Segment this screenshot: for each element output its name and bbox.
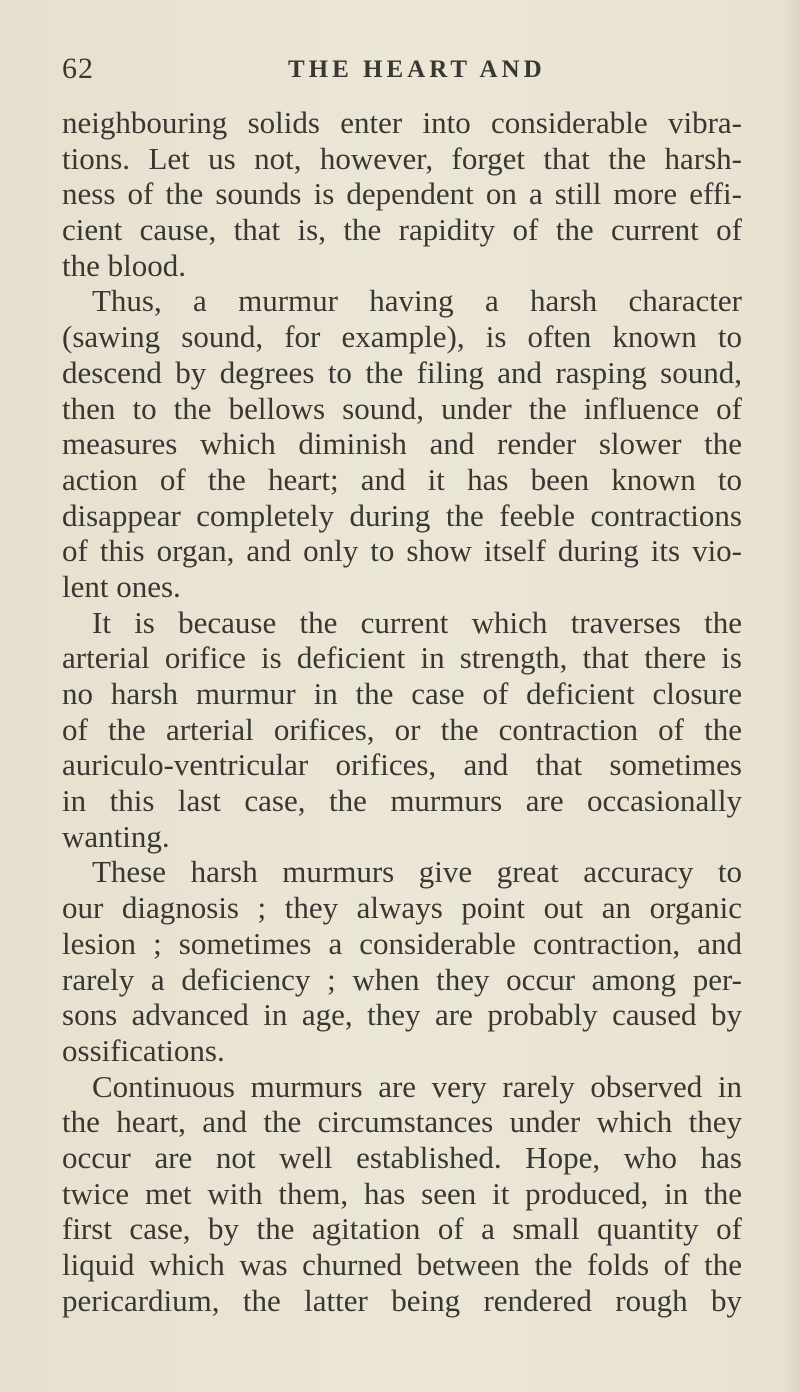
text-line: It is because the current which traverses the [92,604,742,640]
text-line: our diagnosis ; they always point out an organic [62,890,742,926]
text-line: liquid which was churned between the folds of the [62,1247,742,1282]
text-line: descend by degrees to the filing and rasping sound, [62,354,742,390]
text-line: in this last case, the murmurs are occasionally [62,783,742,819]
text-line: ness of the sounds is dependent on a still more effi- [62,176,742,212]
page-number: 62 [62,52,94,85]
text-line: Continuous murmurs are very rarely observed in [92,1068,742,1104]
text-line: no harsh murmur in the case of deficient closure [62,676,742,711]
page-edge-shadow [782,0,800,1392]
text-line: first case, by the agitation of a small quantity of [62,1211,742,1247]
text-line: sons advanced in age, they are probably caused by [62,997,742,1033]
text-line: These harsh murmurs give great accuracy to [92,854,742,890]
text-line: rarely a deficiency ; when they occur among per- [62,961,742,997]
running-head [62,52,738,92]
body-text [62,105,742,1318]
text-line: arterial orifice is deficient in strength, that there is [62,640,742,676]
text-line: of this organ, and only to show itself during its vio- [62,533,742,569]
running-title: THE HEART AND [288,56,546,83]
text-line: (sawing sound, for example), is often known to [62,319,742,355]
text-line: tions. Let us not, however, forget that the harsh- [62,140,742,176]
text-line: then to the bellows sound, under the influence of [62,390,742,426]
text-line: disappear completely during the feeble contractions [62,497,742,533]
text-line: lent ones. [62,568,181,604]
text-line: occur are not well established. Hope, who has [62,1139,742,1175]
text-line: auriculo-ventricular orifices, and that sometimes [62,747,742,783]
text-line: action of the heart; and it has been known to [62,461,742,497]
text-line: pericardium, the latter being rendered rough by [62,1282,742,1318]
text-line: measures which diminish and render slower the [62,426,742,462]
text-line: cient cause, that is, the rapidity of the current of [62,212,742,248]
text-line: twice met with them, has seen it produced, in the [62,1175,742,1211]
text-line: of the arterial orifices, or the contraction of the [62,711,742,747]
text-line: neighbouring solids enter into considerable vibra- [62,105,742,140]
text-line: lesion ; sometimes a considerable contraction, and [62,925,742,961]
text-line: the heart, and the circumstances under which they [62,1104,742,1140]
text-line: the blood. [62,247,186,283]
text-line: wanting. [62,818,170,854]
text-line: ossifications. [62,1032,225,1068]
text-line: Thus, a murmur having a harsh character [92,283,742,319]
